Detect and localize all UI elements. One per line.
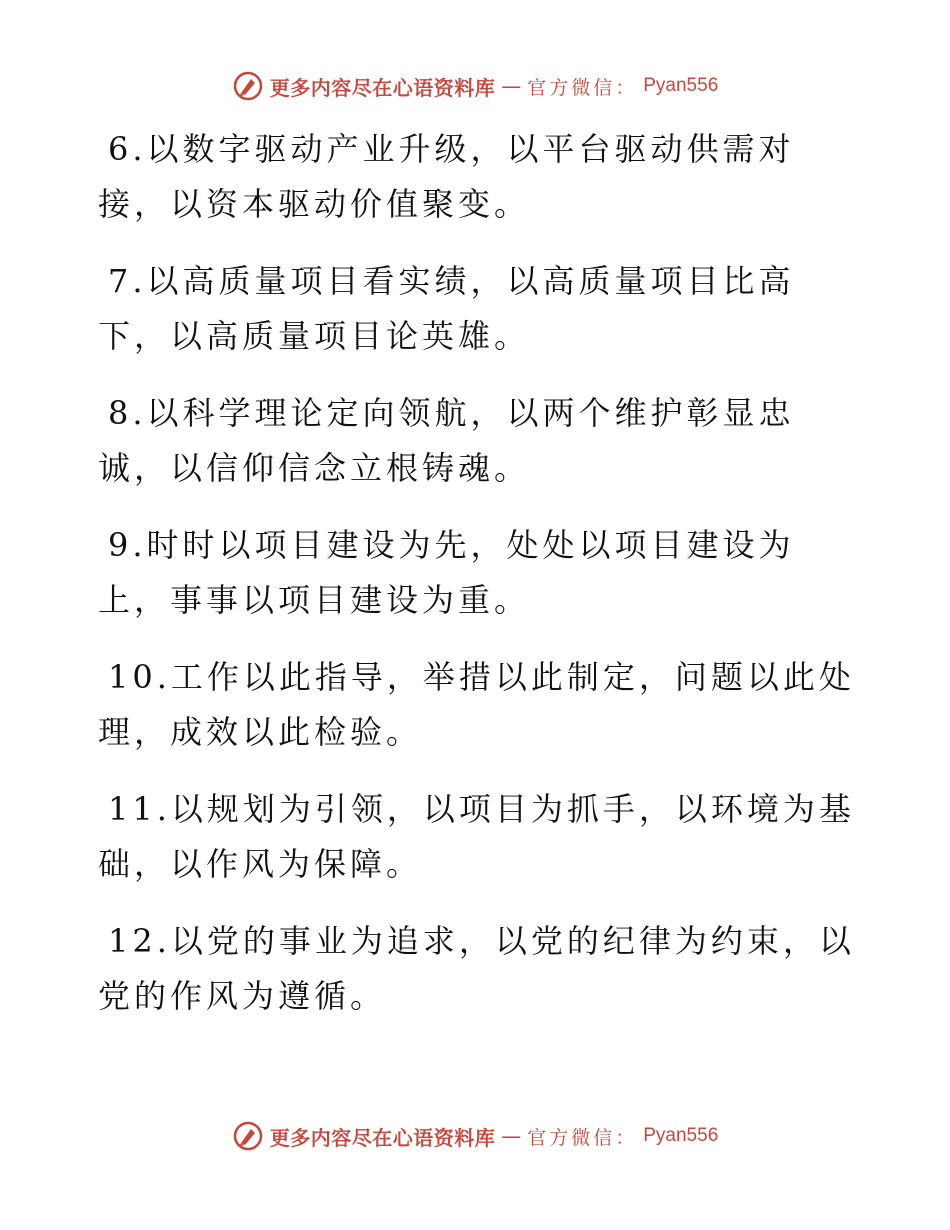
document-body	[98, 122, 858, 1046]
list-item: 10.工作以此指导，举措以此制定，问题以此处理，成效以此检验。	[98, 658, 855, 751]
footer-watermark	[0, 1120, 950, 1152]
watermark-official-label: 官方微信：	[527, 1126, 638, 1149]
list-item: 7.以高质量项目看实绩，以高质量项目比高下，以高质量项目论英雄。	[98, 262, 795, 355]
watermark-site-text: 更多内容尽在心语资料库	[269, 75, 496, 100]
watermark-separator: —	[501, 74, 522, 98]
list-item: 8.以科学理论定向领航，以两个维护彰显忠诚，以信仰信念立根铸魂。	[98, 394, 795, 487]
list-item: 6.以数字驱动产业升级，以平台驱动供需对接，以资本驱动价值聚变。	[98, 130, 795, 223]
list-item: 12.以党的事业为追求，以党的纪律为约束，以党的作风为遵循。	[98, 922, 855, 1015]
watermark-wechat-id: Pyan556	[643, 75, 719, 96]
header-watermark	[0, 70, 950, 102]
pen-nib-icon	[232, 70, 264, 102]
pen-nib-icon	[232, 1120, 264, 1152]
watermark-official-label: 官方微信：	[527, 76, 638, 99]
list-item: 9.时时以项目建设为先，处处以项目建设为上，事事以项目建设为重。	[98, 526, 795, 619]
watermark-wechat-id: Pyan556	[643, 1125, 719, 1146]
watermark-separator: —	[501, 1124, 522, 1148]
list-item: 11.以规划为引领，以项目为抓手，以环境为基础，以作风为保障。	[98, 790, 855, 883]
watermark-site-text: 更多内容尽在心语资料库	[269, 1125, 496, 1150]
